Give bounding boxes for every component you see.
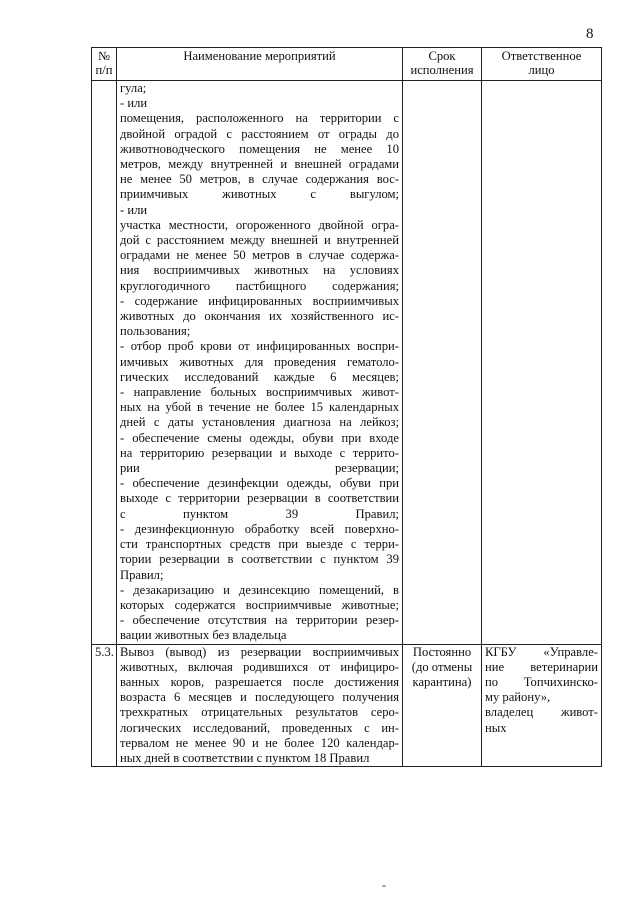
term-cell <box>403 81 482 645</box>
measure-text-line: животных, включая родившихся от инфициро- <box>120 659 399 674</box>
term-text-line: (до отмены <box>411 659 473 674</box>
term-text-line: Постоянно <box>412 644 472 659</box>
measure-text-line: - обеспечение дезинфекции одежды, обуви при <box>120 476 399 491</box>
measure-text-line: сти транспортных средств при выезде с терри- <box>120 537 399 552</box>
measure-text-line: дой с расстоянием между внешней и внутренней <box>120 233 399 248</box>
measure-text-line: тории резервации в соответствии с пунктом 39 <box>120 552 399 567</box>
measure-text-line: на территорию резервации и выходе с террито- <box>120 445 399 460</box>
measure-text-line: - обеспечение отсутствия на территории резер- <box>120 613 399 628</box>
measure-text-line: помещения, расположенного на территории с <box>120 111 399 126</box>
measure-text-line: оградами не менее 50 метров в случае содержа- <box>120 248 399 263</box>
header-term: Срок исполнения <box>403 48 482 81</box>
measure-text-line: вации животных без владельца <box>120 628 287 643</box>
measure-text-line: животноводческого помещения не менее 10 <box>120 141 399 156</box>
measure-text-line: с пунктом 39 Правил; <box>120 506 399 521</box>
bottom-mark: - <box>382 878 386 892</box>
measure-text-line: Вывоз (вывод) из резервации восприимчивых <box>120 644 399 659</box>
responsible-text-line: КГБУ «Управле- <box>485 644 598 659</box>
row-number: 5.3. <box>92 644 117 767</box>
responsible-text-line: ных <box>485 720 507 735</box>
measure-text-line: возраста 6 месяцев и последующего получения <box>120 690 399 705</box>
responsible-text-line: ние ветеринарии <box>485 659 598 674</box>
measure-text-line: Правил; <box>120 567 164 582</box>
measure-text-line: - обеспечение смены одежды, обуви при входе <box>120 430 399 445</box>
responsible-cell <box>482 644 602 767</box>
table-header-row <box>92 48 602 81</box>
measure-text-line: не менее 50 метров, в случае содержания вос- <box>120 172 399 187</box>
measure-text-line: гических исследований каждые 6 месяцев; <box>120 369 399 384</box>
measure-text-line: гула; <box>120 81 147 95</box>
measure-name-cell <box>117 644 403 767</box>
measures-table <box>91 47 602 767</box>
measure-text-line: рии резервации; <box>120 461 399 476</box>
measure-text-line: имчивых животных для проведения гематоло- <box>120 354 399 369</box>
measure-text-line: пользования; <box>120 324 191 339</box>
table-row <box>92 81 602 645</box>
term-cell <box>403 644 482 767</box>
measure-text-line: участка местности, огороженного двойной огра- <box>120 217 399 232</box>
responsible-cell <box>482 81 602 645</box>
measure-text-line: животных до окончания их хозяйственного ис- <box>120 309 399 324</box>
measure-text-line: ных на убой в течение не более 15 календарных <box>120 400 399 415</box>
page-number: 8 <box>586 26 594 42</box>
header-responsible: Ответственное лицо <box>482 48 602 81</box>
measure-text-line: ванных коров, разрешается после достижения <box>120 674 399 689</box>
measure-text-line: ния восприимчивых животных на условиях <box>120 263 399 278</box>
responsible-text-line: по Топчихинско- <box>485 674 598 689</box>
measure-text-line: - отбор проб крови от инфицированных воспри- <box>120 339 399 354</box>
measure-text-line: - или <box>120 202 148 217</box>
row-number <box>92 81 117 645</box>
measure-text-line: трехкратных отрицательных результатов серо- <box>120 705 399 720</box>
measure-text-line: - дезинфекционную обработку всей поверхно- <box>120 521 399 536</box>
measure-text-line: круглогодичного пастбищного содержания; <box>120 278 399 293</box>
measure-text-line: - направление больных восприимчивых живот- <box>120 385 399 400</box>
measure-text-line: выходе с территории резервации в соответствии <box>120 491 399 506</box>
table-row <box>92 644 602 767</box>
measure-text-line: метров, между внутренней и внешней оградами <box>120 157 399 172</box>
measure-text-line: ных дней в соответствии с пунктом 18 Правил <box>120 750 370 765</box>
measure-name-cell <box>117 81 403 645</box>
responsible-text-line: му району», <box>485 690 551 705</box>
measure-text-line: - или <box>120 96 148 111</box>
header-name: Наименование мероприятий <box>117 48 403 81</box>
measure-text-line: которых содержатся восприимчивые животные; <box>120 597 399 612</box>
term-text-line: карантина) <box>412 674 472 689</box>
measure-text-line: двойной оградой с расстоянием от ограды до <box>120 126 399 141</box>
measure-text-line: - дезакаризацию и дезинсекцию помещений, в <box>120 582 399 597</box>
measure-text-line: логических исследований, проведенных с ин- <box>120 720 399 735</box>
measure-text-line: - содержание инфицированных восприимчивых <box>120 293 399 308</box>
measure-text-line: дней с даты установления диагноза на лейкоз; <box>120 415 399 430</box>
measure-text-line: тервалом не менее 90 и не более 120 календар- <box>120 735 399 750</box>
measure-text-line: приимчивых животных с выгулом; <box>120 187 399 202</box>
responsible-text-line: владелец живот- <box>485 705 598 720</box>
header-num: № п/п <box>92 48 117 81</box>
